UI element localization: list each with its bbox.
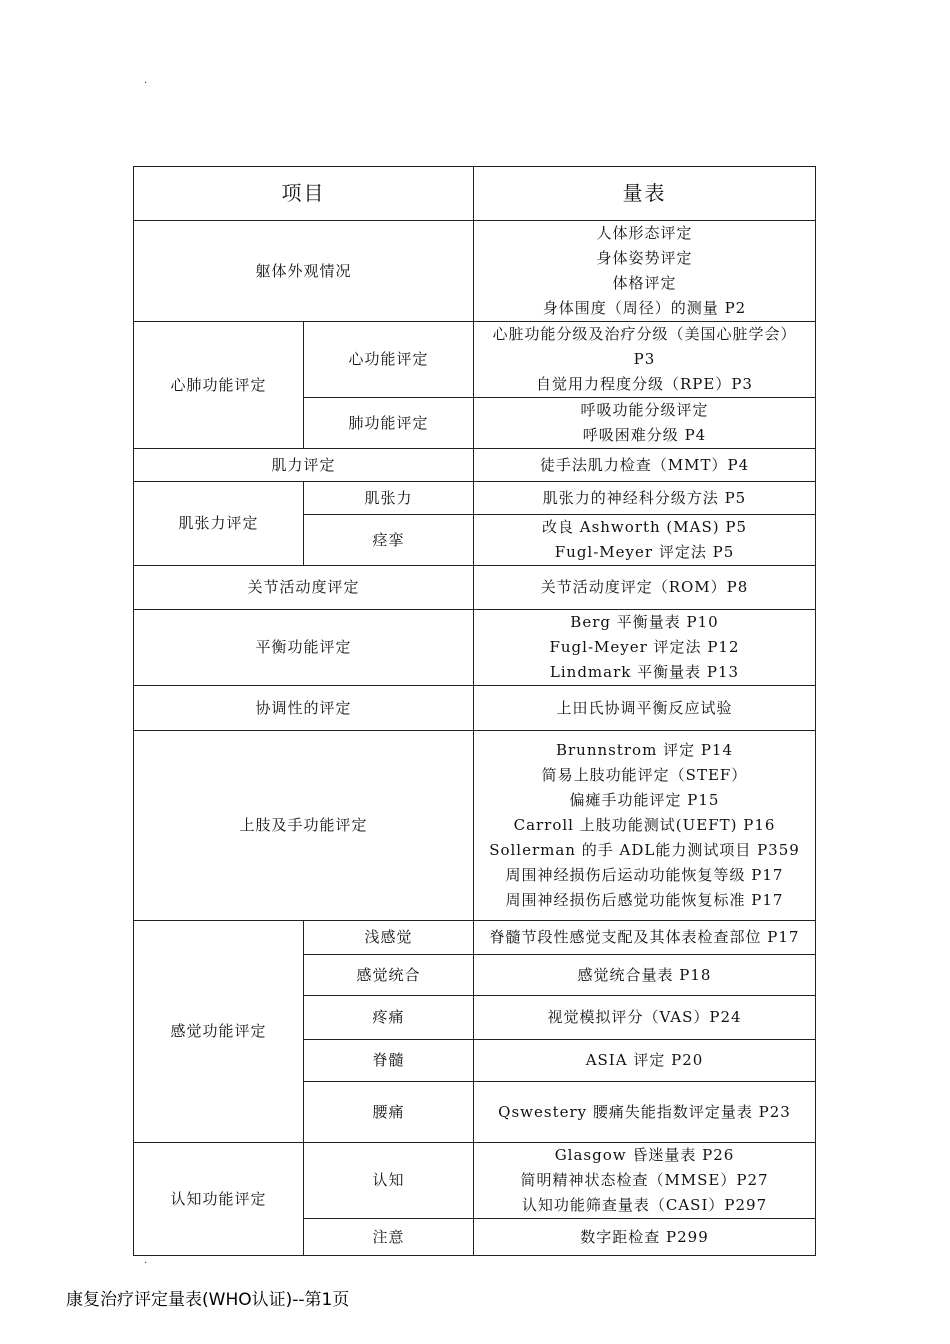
- subcategory-label: 肌张力: [304, 482, 474, 515]
- scale-item: 简明精神状态检查（MMSE）P27: [520, 1171, 769, 1189]
- scale-item: 简易上肢功能评定（STEF）: [541, 766, 748, 784]
- scale-item: 肌张力的神经科分级方法 P5: [542, 488, 747, 507]
- table-row: [134, 921, 816, 955]
- scale-cell: [474, 1082, 816, 1143]
- scale-cell: [474, 921, 816, 955]
- scale-cell: [474, 996, 816, 1040]
- category-label: 上肢及手功能评定: [134, 731, 474, 921]
- subcategory-label: 疼痛: [304, 996, 474, 1040]
- scale-cell: [474, 482, 816, 515]
- scale-item: 认知功能筛查量表（CASI）P297: [521, 1196, 768, 1214]
- category-label: 感觉功能评定: [134, 921, 304, 1143]
- scale-item: 感觉统合量表 P18: [577, 965, 712, 984]
- scale-cell: [474, 686, 816, 731]
- scale-item: Qswestery 腰痛失能指数评定量表 P23: [498, 1102, 791, 1121]
- subcategory-label: 感觉统合: [304, 955, 474, 996]
- scale-cell: [474, 398, 816, 449]
- table-row: [134, 449, 816, 482]
- scale-cell: [474, 566, 816, 610]
- subcategory-label: 肺功能评定: [304, 398, 474, 449]
- scale-item: 心脏功能分级及治疗分级（美国心脏学会）: [492, 325, 797, 343]
- scale-item: Fugl-Meyer 评定法 P12: [549, 638, 740, 656]
- scale-cell: [474, 955, 816, 996]
- header-scale: 量表: [474, 167, 816, 221]
- table-header-row: [134, 167, 816, 221]
- scale-item: P3: [633, 350, 656, 368]
- scale-item: 周围神经损伤后感觉功能恢复标准 P17: [505, 891, 784, 909]
- scale-cell: [474, 1040, 816, 1082]
- table-row: [134, 1143, 816, 1219]
- margin-dot: .: [144, 1255, 148, 1266]
- subcategory-label: 浅感觉: [304, 921, 474, 955]
- subcategory-label: 痉挛: [304, 515, 474, 566]
- scale-cell: [474, 610, 816, 686]
- category-label: 平衡功能评定: [134, 610, 474, 686]
- scale-cell: [474, 731, 816, 921]
- category-label: 肌张力评定: [134, 482, 304, 566]
- scale-item: Carroll 上肢功能测试(UEFT) P16: [513, 816, 776, 834]
- category-label: 认知功能评定: [134, 1143, 304, 1256]
- scale-item: Brunnstrom 评定 P14: [555, 741, 734, 759]
- assessment-table: [133, 166, 816, 1256]
- page-footer: 康复治疗评定量表(WHO认证)--第1页: [66, 1290, 350, 1310]
- scale-cell: [474, 515, 816, 566]
- table-row: [134, 686, 816, 731]
- scale-item: Fugl-Meyer 评定法 P5: [554, 543, 735, 561]
- category-label: 心肺功能评定: [134, 322, 304, 449]
- scale-item: Glasgow 昏迷量表 P26: [554, 1146, 735, 1164]
- scale-item: 自觉用力程度分级（RPE）P3: [536, 375, 753, 393]
- table-row: [134, 221, 816, 322]
- scale-item: 身体姿势评定: [596, 249, 693, 267]
- scale-item: Berg 平衡量表 P10: [570, 613, 719, 631]
- category-label: 肌力评定: [134, 449, 474, 482]
- scale-item: 呼吸困难分级 P4: [582, 426, 707, 444]
- scale-item: ASIA 评定 P20: [585, 1051, 704, 1069]
- scale-item: Lindmark 平衡量表 P13: [549, 663, 740, 681]
- scale-cell: [474, 449, 816, 482]
- scale-cell: [474, 322, 816, 398]
- scale-item: 数字距检查 P299: [580, 1227, 709, 1246]
- scale-item: 身体围度（周径）的测量 P2: [542, 299, 747, 317]
- table-row: [134, 610, 816, 686]
- scale-item: Sollerman 的手 ADL能力测试项目 P359: [489, 841, 800, 859]
- scale-item: 徒手法肌力检查（MMT）P4: [539, 455, 750, 474]
- table-row: [134, 322, 816, 398]
- scale-item: 呼吸功能分级评定: [580, 401, 709, 419]
- scale-cell: [474, 221, 816, 322]
- scale-item: 视觉模拟评分（VAS）P24: [547, 1008, 742, 1026]
- margin-dot: .: [144, 75, 148, 86]
- subcategory-label: 注意: [304, 1219, 474, 1256]
- subcategory-label: 腰痛: [304, 1082, 474, 1143]
- subcategory-label: 脊髓: [304, 1040, 474, 1082]
- header-item: 项目: [134, 167, 474, 221]
- scale-item: 上田氏协调平衡反应试验: [556, 698, 733, 717]
- subcategory-label: 认知: [304, 1143, 474, 1219]
- scale-item: 偏瘫手功能评定 P15: [569, 791, 720, 809]
- category-label: 关节活动度评定: [134, 566, 474, 610]
- table-row: [134, 566, 816, 610]
- scale-item: 脊髓节段性感觉支配及其体表检查部位 P17: [489, 928, 800, 946]
- subcategory-label: 心功能评定: [304, 322, 474, 398]
- table-row: [134, 482, 816, 515]
- category-label: 躯体外观情况: [134, 221, 474, 322]
- scale-item: 体格评定: [612, 274, 677, 292]
- table-row: [134, 731, 816, 921]
- category-label: 协调性的评定: [134, 686, 474, 731]
- scale-cell: [474, 1143, 816, 1219]
- scale-cell: [474, 1219, 816, 1256]
- scale-item: 周围神经损伤后运动功能恢复等级 P17: [505, 866, 784, 884]
- scale-item: 改良 Ashworth (MAS) P5: [541, 518, 748, 536]
- scale-item: 人体形态评定: [596, 224, 693, 242]
- scale-item: 关节活动度评定（ROM）P8: [540, 578, 749, 596]
